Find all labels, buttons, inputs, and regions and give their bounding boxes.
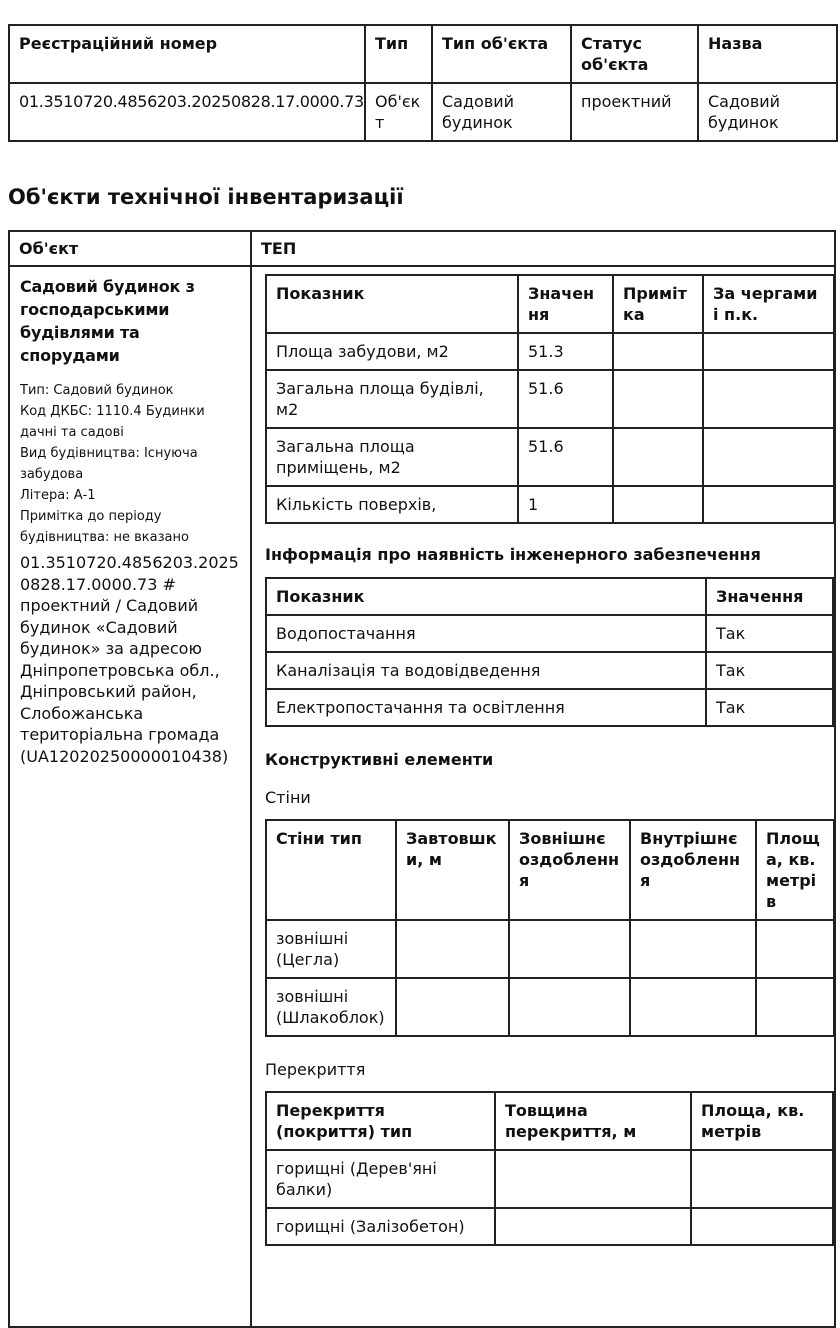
inventory-header-object: Об'єкт — [9, 231, 251, 266]
engineering-row-label: Каналізація та водовідведення — [266, 652, 706, 689]
registry-number-value: 01.3510720.4856203.20250828.17.0000.73 — [9, 83, 365, 141]
tep-row-stages — [703, 486, 834, 523]
tep-header-stages: За чергами і п.к. — [703, 275, 834, 333]
walls-header-area: Площа, кв. метрів — [756, 820, 834, 920]
tep-row-label: Загальна площа будівлі, м2 — [266, 370, 518, 428]
floors-row-area — [691, 1150, 833, 1208]
walls-row-interior-finish — [630, 978, 756, 1036]
object-description-cell — [9, 266, 251, 1327]
object-detail-type: Тип: Садовий будинок — [20, 383, 174, 398]
walls-label: Стіни — [265, 788, 311, 807]
engineering-table — [265, 577, 834, 727]
tep-row-stages — [703, 333, 834, 370]
floors-header-thickness: Товщина перекриття, м — [495, 1092, 691, 1150]
registry-header-name: Назва — [698, 25, 837, 83]
object-detail-construction-kind: Вид будівництва: Існуюча забудова — [20, 446, 198, 482]
walls-header-thickness: Завтовшки, м — [396, 820, 509, 920]
registry-header-object-type: Тип об'єкта — [432, 25, 571, 83]
inventory-body-row — [9, 266, 835, 1327]
engineering-row-value: Так — [706, 615, 833, 652]
table-row — [266, 1150, 833, 1208]
table-row — [266, 652, 833, 689]
walls-row-exterior-finish — [509, 920, 630, 978]
engineering-row-label: Електропостачання та освітлення — [266, 689, 706, 726]
page-title: Об'єкти технічної інвентаризації — [8, 185, 404, 209]
registry-object-type-value: Садовий будинок — [432, 83, 571, 141]
tep-row-note — [613, 333, 703, 370]
tep-header-note: Примітка — [613, 275, 703, 333]
inventory-header-row — [9, 231, 835, 266]
table-row — [266, 615, 833, 652]
table-row — [266, 486, 834, 523]
walls-row-area — [756, 978, 834, 1036]
engineering-row-label: Водопостачання — [266, 615, 706, 652]
engineering-section-title: Інформація про наявність інженерного забезпечення — [265, 545, 761, 564]
table-row — [266, 689, 833, 726]
floors-row-area — [691, 1208, 833, 1245]
tep-row-value: 51.6 — [518, 428, 613, 486]
walls-header-interior-finish: Внутрішнє оздоблення — [630, 820, 756, 920]
floors-row-type: горищні (Дерев'яні балки) — [266, 1150, 495, 1208]
walls-row-thickness — [396, 920, 509, 978]
tep-header-indicator: Показник — [266, 275, 518, 333]
inventory-table — [8, 230, 836, 1328]
walls-row-interior-finish — [630, 920, 756, 978]
engineering-row-value: Так — [706, 689, 833, 726]
registry-header-status: Статус об'єкта — [571, 25, 698, 83]
object-title: Садовий будинок з господарськими будівлями та спорудами — [20, 277, 195, 365]
walls-header-row — [266, 820, 834, 920]
engineering-header-value: Значення — [706, 578, 833, 615]
tep-row-value: 51.6 — [518, 370, 613, 428]
object-detail-letter: Літера: А-1 — [20, 488, 96, 503]
tep-row-value: 51.3 — [518, 333, 613, 370]
tep-indicators-table — [265, 274, 835, 524]
tep-row-value: 1 — [518, 486, 613, 523]
tep-row-label: Загальна площа приміщень, м2 — [266, 428, 518, 486]
tep-cell — [251, 266, 835, 1327]
tep-row-label: Кількість поверхів, — [266, 486, 518, 523]
object-detail-dkbs: Код ДКБС: 1110.4 Будинки дачні та садові — [20, 404, 205, 440]
floors-header-row — [266, 1092, 833, 1150]
table-row — [266, 333, 834, 370]
walls-row-type: зовнішні (Цегла) — [266, 920, 396, 978]
floors-row-type: горищні (Залізобетон) — [266, 1208, 495, 1245]
walls-table — [265, 819, 835, 1037]
tep-row-label: Площа забудови, м2 — [266, 333, 518, 370]
registry-type-value: Об'єкт — [365, 83, 432, 141]
floors-table — [265, 1091, 834, 1246]
registry-header-row — [9, 25, 837, 83]
floors-row-thickness — [495, 1150, 691, 1208]
walls-row-thickness — [396, 978, 509, 1036]
object-registration-text: 01.3510720.4856203.20250828.17.0000.73 # проектний / Садовий будинок «Садовий будинок» за адресою Дніпропетровська обл., Дніпровський район, Слобожанська територіальна громада (UA12020250000010438) — [20, 553, 239, 766]
tep-row-note — [613, 370, 703, 428]
tep-row-stages — [703, 370, 834, 428]
engineering-row-value: Так — [706, 652, 833, 689]
table-row — [266, 428, 834, 486]
registry-data-row — [9, 83, 837, 141]
tep-row-stages — [703, 428, 834, 486]
registry-name-value: Садовий будинок — [698, 83, 837, 141]
walls-row-type: зовнішні (Шлакоблок) — [266, 978, 396, 1036]
table-row — [266, 920, 834, 978]
walls-header-exterior-finish: Зовнішнє оздоблення — [509, 820, 630, 920]
construction-section-title: Конструктивні елементи — [265, 750, 494, 769]
floors-header-type: Перекриття (покриття) тип — [266, 1092, 495, 1150]
tep-row-note — [613, 428, 703, 486]
tep-header-row — [266, 275, 834, 333]
registry-header-number: Реєстраційний номер — [9, 25, 365, 83]
table-row — [266, 1208, 833, 1245]
floors-header-area: Площа, кв. метрів — [691, 1092, 833, 1150]
engineering-header-row — [266, 578, 833, 615]
walls-header-type: Стіни тип — [266, 820, 396, 920]
floors-row-thickness — [495, 1208, 691, 1245]
inventory-header-tep: ТЕП — [251, 231, 835, 266]
tep-row-note — [613, 486, 703, 523]
object-detail-period-note: Примітка до періоду будівництва: не вказано — [20, 509, 189, 545]
walls-row-exterior-finish — [509, 978, 630, 1036]
engineering-header-indicator: Показник — [266, 578, 706, 615]
registry-table — [8, 24, 838, 142]
registry-header-type: Тип — [365, 25, 432, 83]
walls-row-area — [756, 920, 834, 978]
floors-label: Перекриття — [265, 1060, 366, 1079]
registry-status-value: проектний — [571, 83, 698, 141]
table-row — [266, 370, 834, 428]
tep-header-value: Значення — [518, 275, 613, 333]
table-row — [266, 978, 834, 1036]
